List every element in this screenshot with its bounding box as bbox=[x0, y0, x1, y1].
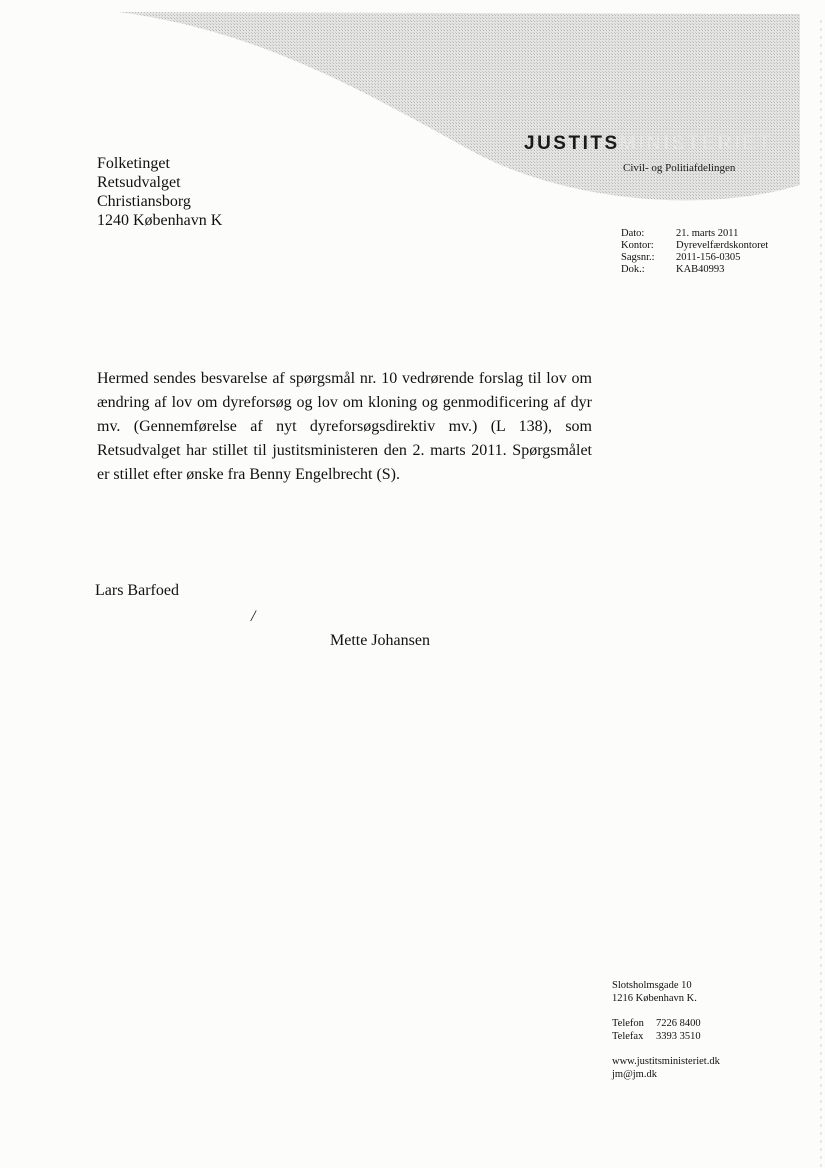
department-name: Civil- og Politiafdelingen bbox=[623, 162, 736, 174]
meta-office-row bbox=[621, 240, 768, 252]
signature-minister: Lars Barfoed bbox=[95, 582, 179, 599]
meta-doc-row bbox=[621, 264, 768, 276]
meta-label: Dok.: bbox=[621, 264, 645, 275]
meta-value: KAB40993 bbox=[676, 264, 725, 275]
meta-case-row bbox=[621, 252, 768, 264]
footer-phone-value: 7226 8400 bbox=[656, 1018, 701, 1029]
address-line: Retsudvalget bbox=[97, 174, 181, 191]
footer-phone-label: Telefon bbox=[612, 1018, 644, 1029]
meta-label: Sagsnr.: bbox=[621, 252, 655, 263]
signature-separator: / bbox=[251, 608, 256, 625]
document-metadata bbox=[621, 228, 768, 276]
footer-city: 1216 København K. bbox=[612, 992, 697, 1004]
ministry-logo bbox=[524, 134, 773, 153]
footer-website-link[interactable]: www.justitsministeriet.dk bbox=[612, 1056, 720, 1067]
meta-value: Dyrevelfærdskontoret bbox=[676, 240, 769, 251]
letter-body-paragraph: Hermed sendes besvarelse af spørgsmål nr. 10 vedrørende forslag til lov om ændring af lov om dyreforsøg og lov om kloning og genmodificering af dyr mv. (Gennemførelse af nyt dyreforsøgsdirektiv mv.) (L 138), som Retsudvalget har stillet til justitsministeren den 2. marts 2011. Spørgsmålet er stillet efter ønske fra Benny Engelbrecht (S). bbox=[97, 370, 592, 483]
footer-fax-label: Telefax bbox=[612, 1030, 644, 1042]
footer-fax-row bbox=[612, 1031, 720, 1044]
logo-light-text: MINISTERIET bbox=[619, 133, 773, 154]
meta-value: 2011-156-0305 bbox=[676, 252, 741, 263]
signature-official: Mette Johansen bbox=[330, 632, 430, 649]
footer-phone-row bbox=[612, 1018, 720, 1031]
footer-contact bbox=[612, 980, 720, 1081]
address-line: Folketinget bbox=[97, 155, 170, 172]
meta-value: 21. marts 2011 bbox=[676, 228, 739, 239]
footer-fax-value: 3393 3510 bbox=[656, 1030, 701, 1042]
logo-dark-text: JUSTITS bbox=[524, 133, 620, 154]
meta-label: Dato: bbox=[621, 228, 645, 239]
address-line: Christiansborg bbox=[97, 193, 191, 210]
scan-edge-marks bbox=[800, 0, 825, 1168]
meta-label: Kontor: bbox=[621, 240, 654, 251]
footer-email-link[interactable]: jm@jm.dk bbox=[612, 1068, 657, 1080]
footer-street: Slotsholmsgade 10 bbox=[612, 980, 692, 991]
address-line: 1240 København K bbox=[97, 212, 223, 229]
meta-date-row bbox=[621, 228, 768, 240]
recipient-address bbox=[97, 154, 222, 230]
